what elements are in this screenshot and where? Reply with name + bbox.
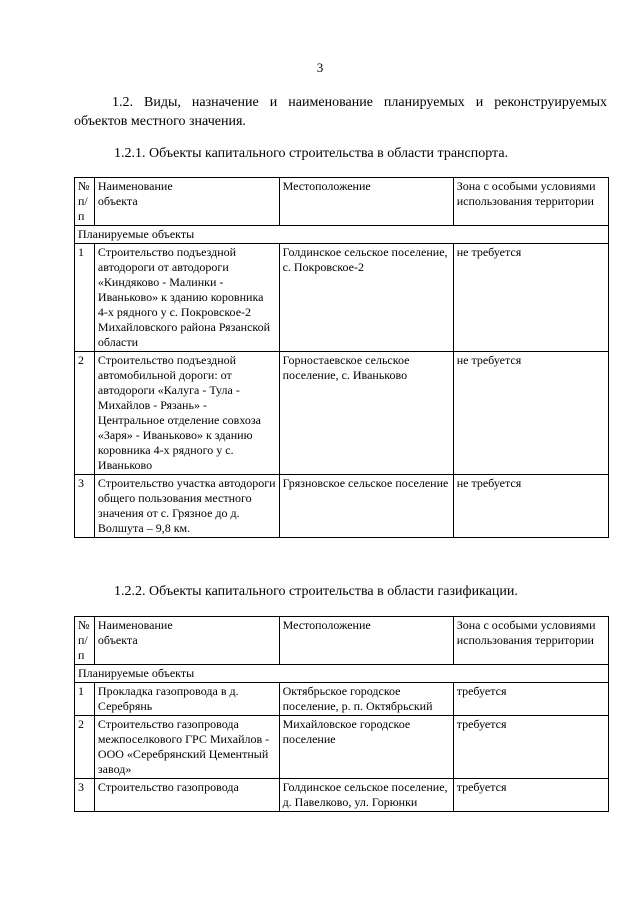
transport-heading: 1.2.1. Объекты капитального строительства в области транспорта. <box>114 146 509 161</box>
page-number: 3 <box>316 60 324 75</box>
table-row <box>75 779 609 812</box>
row-num: 2 <box>75 716 95 779</box>
row-location: Голдинское сельское поселение, с. Покровское-2 <box>279 244 453 352</box>
header-location: Местоположение <box>279 178 453 226</box>
row-location: Октябрьское городское поселение, р. п. Октябрьский <box>279 683 453 716</box>
row-name: Строительство подъездной автомобильной дороги: от автодороги «Калуга - Тула - Михайлов - Рязань» - Центральное отделение совхоза «Заря» - Иваньково» к зданию коровника 4-х рядного у с. Иваньково <box>94 352 279 475</box>
row-zone: требуется <box>453 779 608 812</box>
header-num: № п/п <box>75 178 95 226</box>
row-location: Горностаевское сельское поселение, с. Иваньково <box>279 352 453 475</box>
gas-table <box>74 616 609 812</box>
row-zone: требуется <box>453 716 608 779</box>
row-name: Строительство газопровода межпоселкового ГРС Михайлов - ООО «Серебрянский Цементный завод» <box>94 716 279 779</box>
table-row <box>75 352 609 475</box>
row-location: Михайловское городское поселение <box>279 716 453 779</box>
row-zone: не требуется <box>453 244 608 352</box>
row-zone: не требуется <box>453 475 608 538</box>
subheader-planned: Планируемые объекты <box>75 665 609 683</box>
subheader-planned: Планируемые объекты <box>75 226 609 244</box>
row-num: 1 <box>75 683 95 716</box>
table-row <box>75 244 609 352</box>
row-name: Прокладка газопровода в д. Серебрянь <box>94 683 279 716</box>
header-name: Наименование объекта <box>94 617 279 665</box>
table-subheader-row <box>75 665 609 683</box>
header-name: Наименование объекта <box>94 178 279 226</box>
row-location: Грязновское сельское поселение <box>279 475 453 538</box>
row-num: 2 <box>75 352 95 475</box>
row-num: 3 <box>75 779 95 812</box>
table-header-row <box>75 178 609 226</box>
row-location: Голдинское сельское поселение, д. Павелково, ул. Горюнки <box>279 779 453 812</box>
section-heading: 1.2. Виды, назначение и наименование планируемых и реконструируемых объектов местного значения. <box>74 95 607 129</box>
row-name: Строительство газопровода <box>94 779 279 812</box>
table-row <box>75 475 609 538</box>
transport-table <box>74 177 609 538</box>
header-zone: Зона с особыми условиями использования территории <box>453 178 608 226</box>
header-location: Местоположение <box>279 617 453 665</box>
table-header-row <box>75 617 609 665</box>
header-num: № п/п <box>75 617 95 665</box>
row-num: 3 <box>75 475 95 538</box>
row-zone: требуется <box>453 683 608 716</box>
table-row <box>75 683 609 716</box>
gas-heading: 1.2.2. Объекты капитального строительства в области газификации. <box>114 584 518 599</box>
row-num: 1 <box>75 244 95 352</box>
header-zone: Зона с особыми условиями использования территории <box>453 617 608 665</box>
table-row <box>75 716 609 779</box>
row-name: Строительство участка автодороги общего пользования местного значения от с. Грязное до д. Волшута – 9,8 км. <box>94 475 279 538</box>
table-subheader-row <box>75 226 609 244</box>
row-name: Строительство подъездной автодороги от автодороги «Киндяково - Малинки - Иваньково» к зданию коровника 4-х рядного у с. Покровское-2 Михайловского района Рязанской области <box>94 244 279 352</box>
row-zone: не требуется <box>453 352 608 475</box>
